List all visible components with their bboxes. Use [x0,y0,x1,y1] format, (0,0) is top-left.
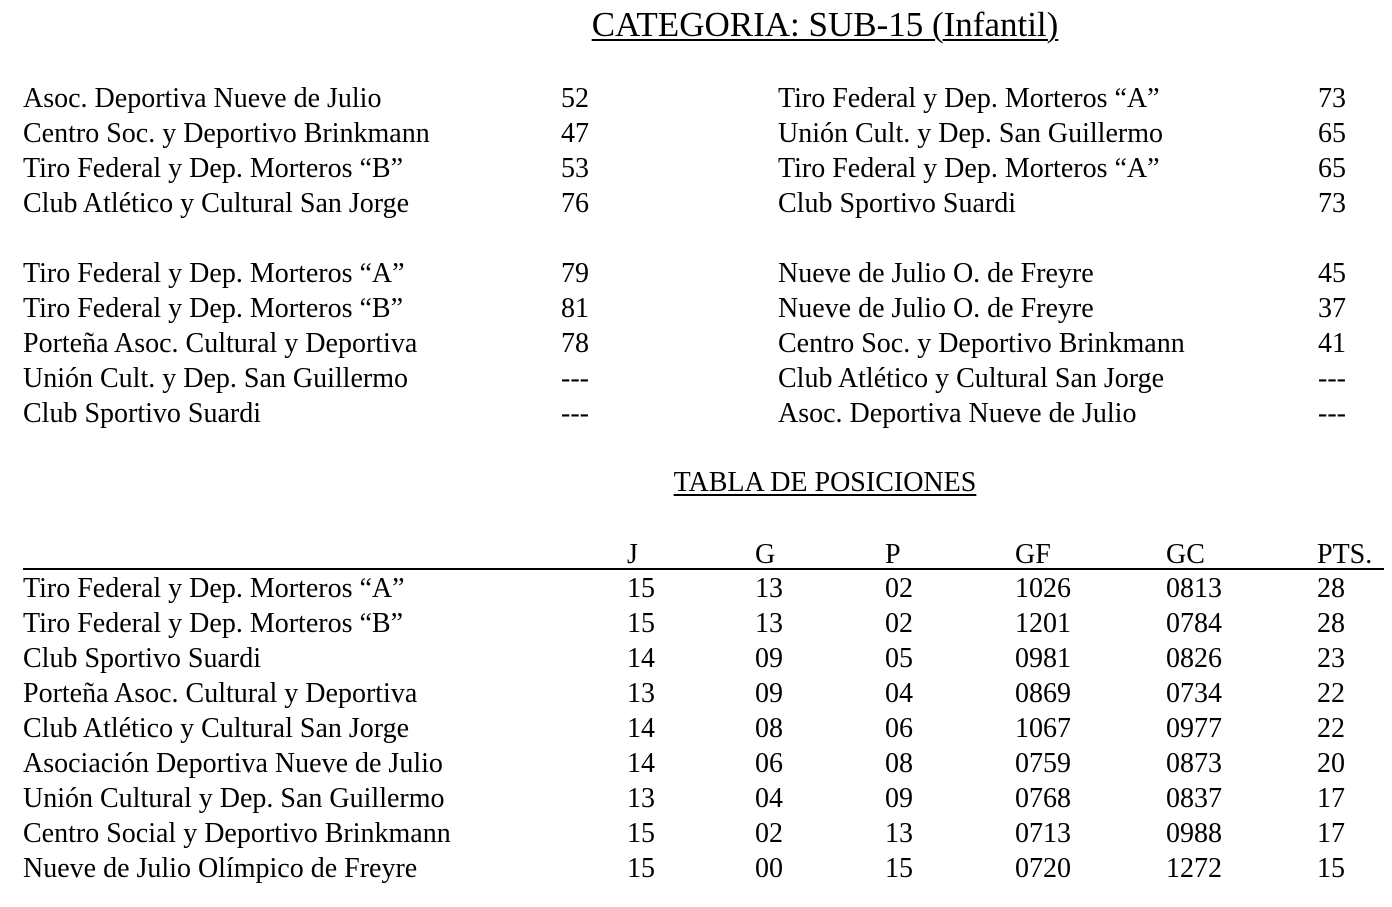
table-row [23,606,1384,641]
goals-against-cell: 0873 [1166,748,1222,779]
played-cell: 13 [627,678,655,709]
standings-title: TABLA DE POSICIONES [673,467,977,498]
team-name: Porteña Asoc. Cultural y Deportiva [23,678,418,709]
result-row [23,361,623,396]
team-name: Club Atlético y Cultural San Jorge [23,188,410,219]
goals-against-cell: 0813 [1166,573,1222,604]
team-name: Unión Cult. y Dep. San Guillermo [778,118,1163,149]
team-score: --- [561,363,589,394]
header-g: G [755,539,776,570]
team-score: --- [1318,363,1346,394]
header-p: P [885,539,901,570]
team-name: Centro Social y Deportivo Brinkmann [23,818,451,849]
lost-cell: 09 [885,783,913,814]
team-name: Tiro Federal y Dep. Morteros “B” [23,293,404,324]
played-cell: 14 [627,643,655,674]
result-row [778,151,1378,186]
goals-for-cell: 0759 [1015,748,1071,779]
goals-against-cell: 0837 [1166,783,1222,814]
goals-for-cell: 0869 [1015,678,1071,709]
table-row [23,816,1384,851]
goals-for-cell: 0713 [1015,818,1071,849]
team-name: Club Atlético y Cultural San Jorge [23,713,410,744]
team-name: Tiro Federal y Dep. Morteros “A” [23,258,405,289]
result-row [23,81,623,116]
team-name: Nueve de Julio O. de Freyre [778,293,1094,324]
result-row [23,396,623,431]
lost-cell: 15 [885,853,913,884]
won-cell: 00 [755,853,783,884]
points-cell: 17 [1317,818,1345,849]
goals-against-cell: 0826 [1166,643,1222,674]
goals-for-cell: 1201 [1015,608,1071,639]
team-name: Tiro Federal y Dep. Morteros “A” [778,153,1160,184]
table-row [23,676,1384,711]
team-score: 65 [1318,153,1346,184]
team-score: --- [1318,398,1346,429]
lost-cell: 02 [885,608,913,639]
goals-for-cell: 0768 [1015,783,1071,814]
result-row [778,116,1378,151]
team-name: Asoc. Deportiva Nueve de Julio [778,398,1137,429]
played-cell: 15 [627,818,655,849]
won-cell: 02 [755,818,783,849]
team-score: --- [561,398,589,429]
played-cell: 15 [627,573,655,604]
team-score: 47 [561,118,589,149]
points-cell: 23 [1317,643,1345,674]
team-name: Club Atlético y Cultural San Jorge [778,363,1165,394]
team-name: Tiro Federal y Dep. Morteros “B” [23,153,404,184]
header-divider [23,568,1384,570]
result-row [23,151,623,186]
team-score: 53 [561,153,589,184]
result-row [23,326,623,361]
team-score: 52 [561,83,589,114]
won-cell: 09 [755,678,783,709]
points-cell: 17 [1317,783,1345,814]
table-row [23,781,1384,816]
team-name: Unión Cultural y Dep. San Guillermo [23,783,445,814]
result-row [23,256,623,291]
won-cell: 13 [755,573,783,604]
goals-against-cell: 0977 [1166,713,1222,744]
result-row [778,256,1378,291]
table-row [23,571,1384,606]
team-score: 76 [561,188,589,219]
points-cell: 28 [1317,573,1345,604]
played-cell: 14 [627,748,655,779]
team-score: 81 [561,293,589,324]
team-score: 78 [561,328,589,359]
result-row [23,116,623,151]
points-cell: 22 [1317,713,1345,744]
team-name: Tiro Federal y Dep. Morteros “A” [23,573,405,604]
table-row [23,711,1384,746]
team-name: Centro Soc. y Deportivo Brinkmann [23,118,430,149]
page-title: CATEGORIA: SUB-15 (Infantil) [591,5,1059,44]
lost-cell: 04 [885,678,913,709]
won-cell: 04 [755,783,783,814]
team-name: Tiro Federal y Dep. Morteros “A” [778,83,1160,114]
result-row [23,291,623,326]
header-gf: GF [1015,539,1051,570]
goals-for-cell: 0720 [1015,853,1071,884]
won-cell: 13 [755,608,783,639]
team-name: Club Sportivo Suardi [778,188,1017,219]
goals-for-cell: 1026 [1015,573,1071,604]
result-row [778,186,1378,221]
played-cell: 15 [627,608,655,639]
result-row [778,396,1378,431]
lost-cell: 13 [885,818,913,849]
team-name: Club Sportivo Suardi [23,398,262,429]
result-row [23,186,623,221]
table-row [23,851,1384,886]
team-score: 65 [1318,118,1346,149]
team-name: Unión Cult. y Dep. San Guillermo [23,363,408,394]
lost-cell: 05 [885,643,913,674]
result-row [778,81,1378,116]
team-name: Nueve de Julio Olímpico de Freyre [23,853,418,884]
team-name: Asoc. Deportiva Nueve de Julio [23,83,382,114]
header-pts: PTS. [1317,539,1373,570]
header-gc: GC [1166,539,1205,570]
lost-cell: 08 [885,748,913,779]
team-score: 73 [1318,188,1346,219]
goals-for-cell: 0981 [1015,643,1071,674]
goals-against-cell: 0734 [1166,678,1222,709]
goals-against-cell: 0784 [1166,608,1222,639]
team-name: Nueve de Julio O. de Freyre [778,258,1094,289]
team-score: 73 [1318,83,1346,114]
won-cell: 09 [755,643,783,674]
points-cell: 20 [1317,748,1345,779]
team-score: 45 [1318,258,1346,289]
team-score: 79 [561,258,589,289]
team-name: Asociación Deportiva Nueve de Julio [23,748,443,779]
lost-cell: 02 [885,573,913,604]
goals-against-cell: 0988 [1166,818,1222,849]
team-score: 37 [1318,293,1346,324]
table-row [23,746,1384,781]
team-name: Centro Soc. y Deportivo Brinkmann [778,328,1185,359]
played-cell: 15 [627,853,655,884]
points-cell: 15 [1317,853,1345,884]
played-cell: 14 [627,713,655,744]
table-row [23,641,1384,676]
team-name: Club Sportivo Suardi [23,643,262,674]
team-name: Porteña Asoc. Cultural y Deportiva [23,328,418,359]
team-score: 41 [1318,328,1346,359]
team-name: Tiro Federal y Dep. Morteros “B” [23,608,404,639]
points-cell: 22 [1317,678,1345,709]
points-cell: 28 [1317,608,1345,639]
goals-against-cell: 1272 [1166,853,1222,884]
won-cell: 08 [755,713,783,744]
result-row [778,291,1378,326]
played-cell: 13 [627,783,655,814]
result-row [778,361,1378,396]
goals-for-cell: 1067 [1015,713,1071,744]
header-j: J [627,539,638,570]
result-row [778,326,1378,361]
won-cell: 06 [755,748,783,779]
lost-cell: 06 [885,713,913,744]
